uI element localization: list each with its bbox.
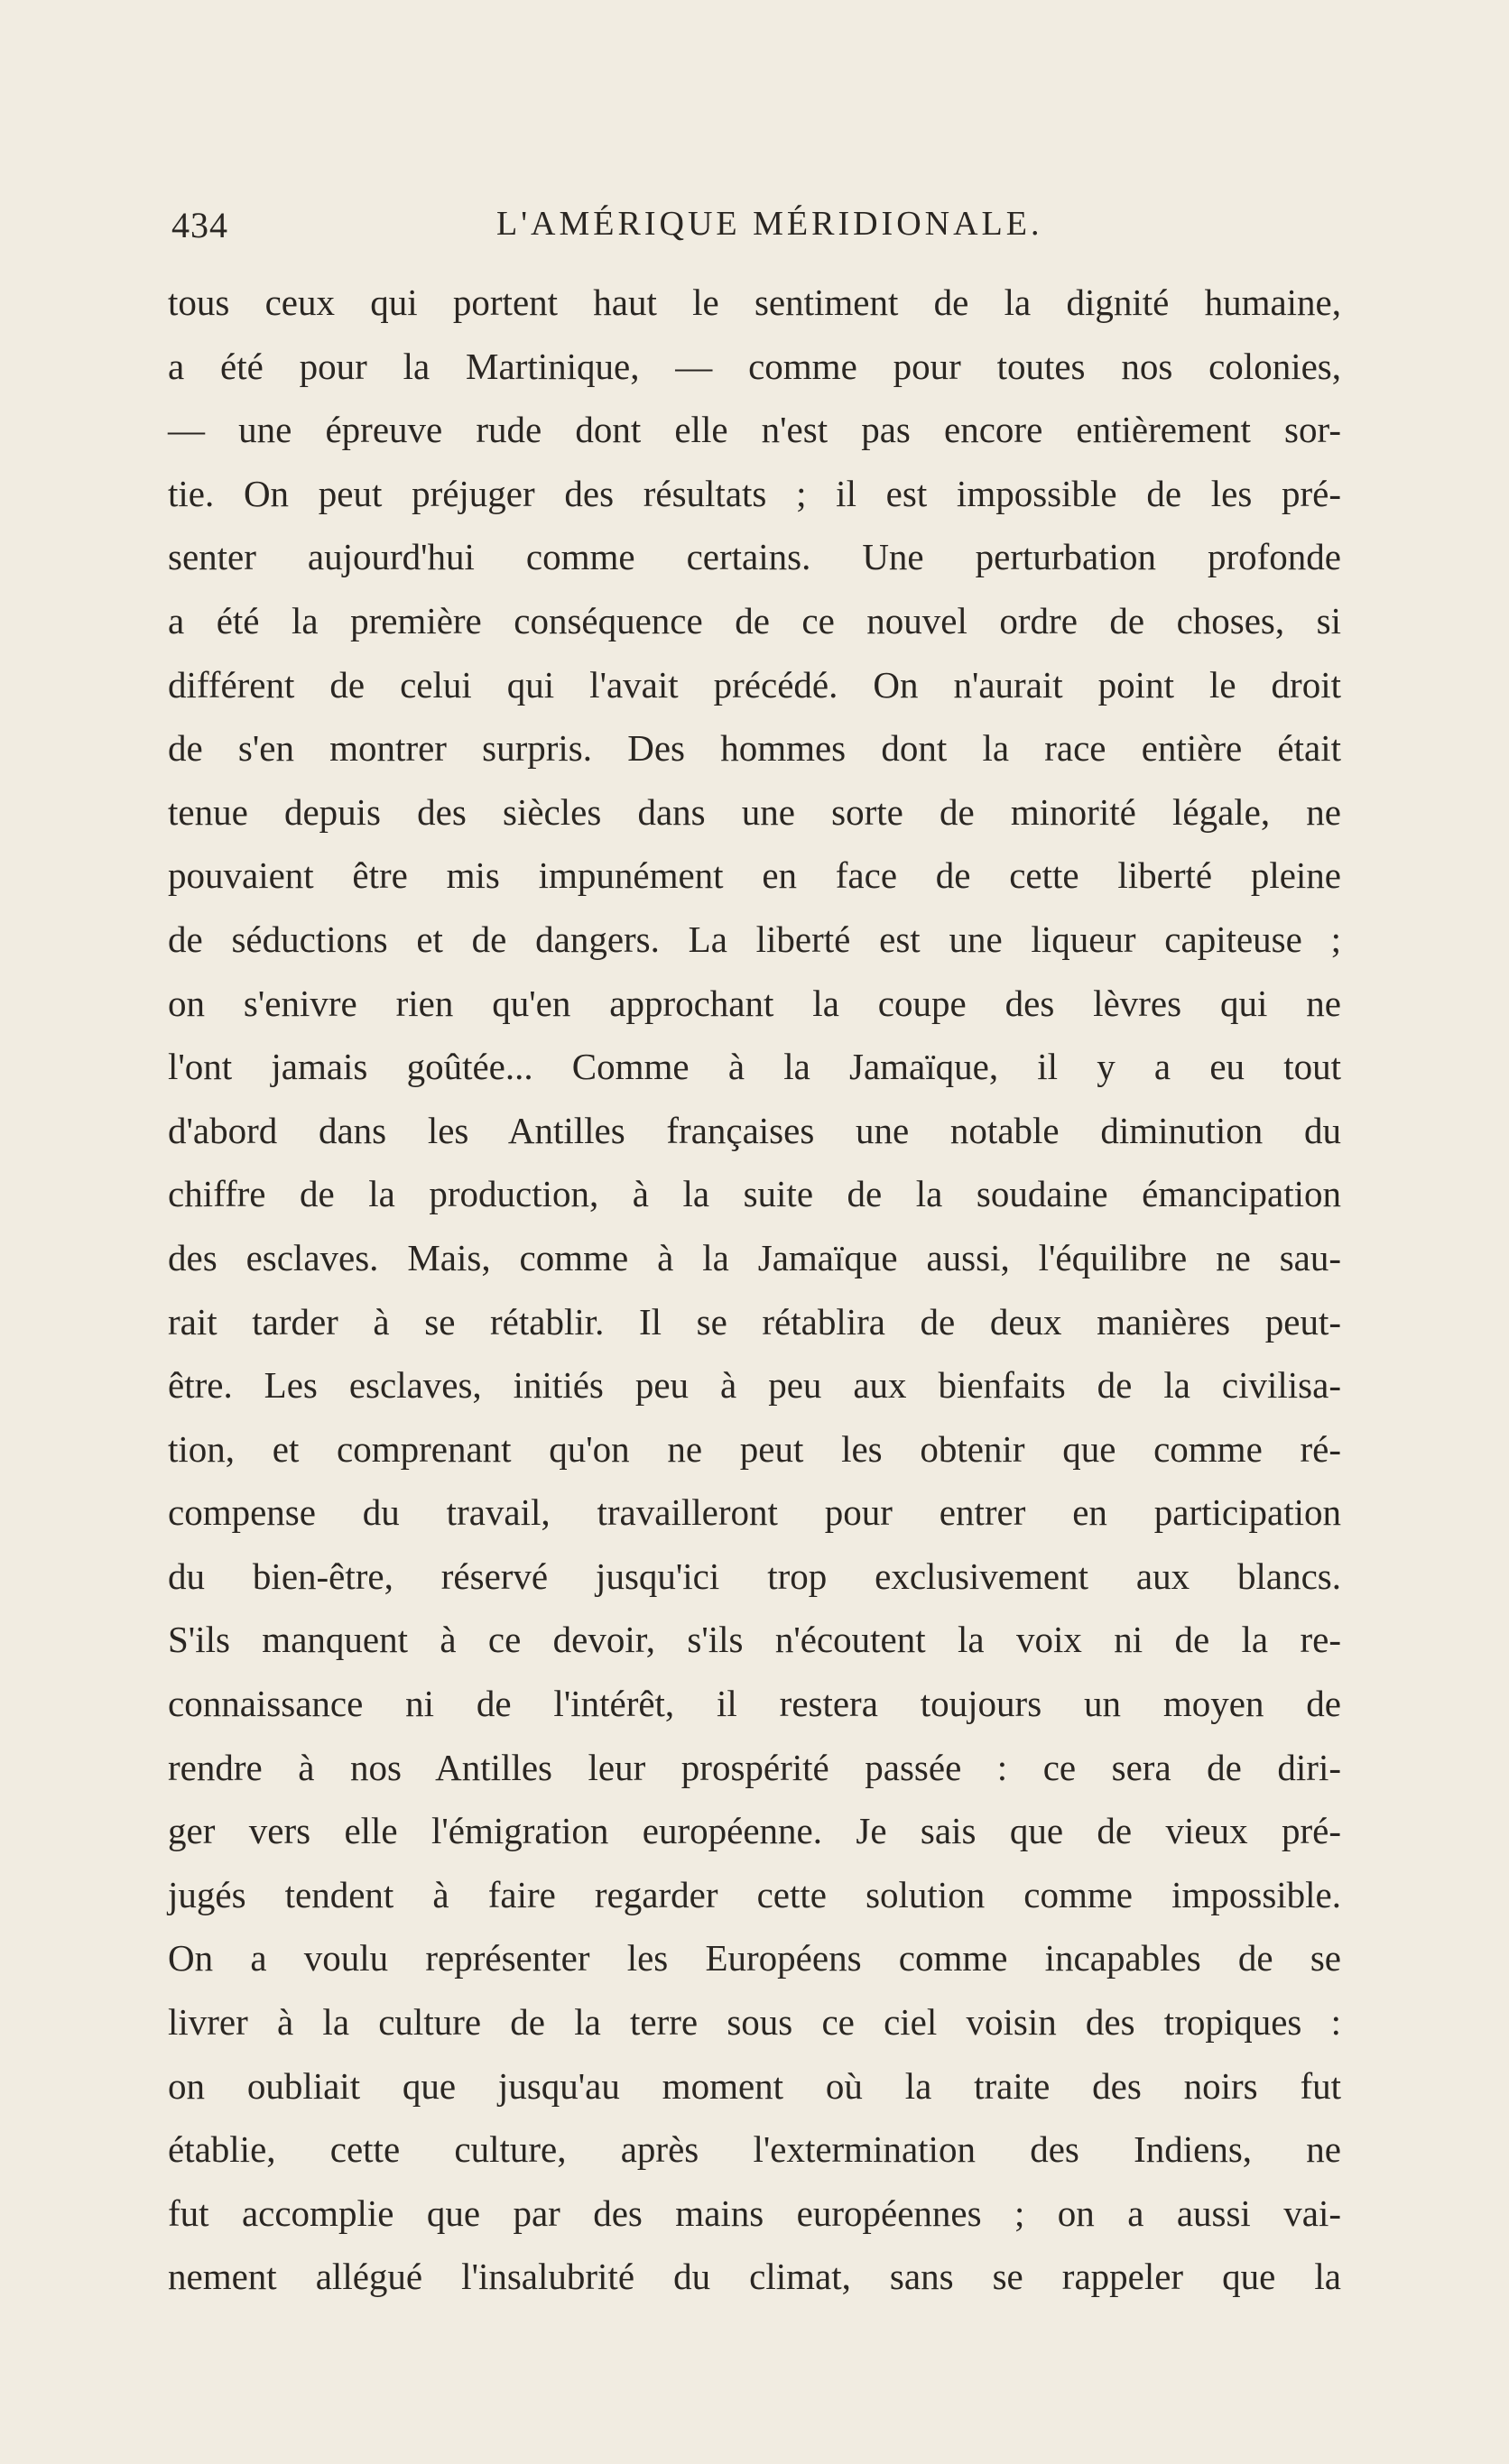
text-line: de séductions et de dangers. La liberté est une liqueur capiteuse ; xyxy=(168,918,1341,960)
text-line: du bien-être, réservé jusqu'ici trop exclusivement aux blancs. xyxy=(168,1555,1341,1597)
text-line: différent de celui qui l'avait précédé. On n'aurait point le droit xyxy=(168,663,1341,706)
text-line: a été pour la Martinique, — comme pour toutes nos colonies, xyxy=(168,345,1341,387)
text-line: On a voulu représenter les Européens comme incapables de se xyxy=(168,1937,1341,1980)
text-line: établie, cette culture, après l'extermination des Indiens, ne xyxy=(168,2128,1341,2171)
text-line: chiffre de la production, à la suite de la soudaine émancipation xyxy=(168,1173,1341,1215)
text-line: tous ceux qui portent haut le sentiment de la dignité humaine, xyxy=(168,281,1341,323)
text-line: ger vers elle l'émigration européenne. Je sais que de vieux pré- xyxy=(168,1810,1341,1852)
page-header xyxy=(171,204,1345,258)
text-line: livrer à la culture de la terre sous ce ciel voisin des tropiques : xyxy=(168,2001,1341,2044)
body-text xyxy=(168,271,1341,2309)
page-number: 434 xyxy=(171,205,228,245)
text-line: nement allégué l'insalubrité du climat, sans se rappeler que la xyxy=(168,2256,1341,2298)
text-line: a été la première conséquence de ce nouvel ordre de choses, si xyxy=(168,599,1341,641)
text-line: des esclaves. Mais, comme à la Jamaïque aussi, l'équilibre ne sau- xyxy=(168,1236,1341,1278)
text-line: — une épreuve rude dont elle n'est pas encore entièrement sor- xyxy=(168,409,1341,451)
text-line: l'ont jamais goûtée... Comme à la Jamaïque, il y a eu tout xyxy=(168,1046,1341,1088)
text-line: on s'enivre rien qu'en approchant la coupe des lèvres qui ne xyxy=(168,982,1341,1024)
text-line: jugés tendent à faire regarder cette solution comme impossible. xyxy=(168,1873,1341,1915)
text-line: senter aujourd'hui comme certains. Une perturbation profonde xyxy=(168,536,1341,578)
text-line: d'abord dans les Antilles françaises une notable diminution du xyxy=(168,1109,1341,1151)
text-line: S'ils manquent à ce devoir, s'ils n'écoutent la voix ni de la re- xyxy=(168,1619,1341,1661)
text-line: de s'en montrer surpris. Des hommes dont la race entière était xyxy=(168,727,1341,770)
text-line: tenue depuis des siècles dans une sorte de minorité légale, ne xyxy=(168,790,1341,833)
text-line: compense du travail, travailleront pour entrer en participation xyxy=(168,1491,1341,1534)
running-title: L'AMÉRIQUE MÉRIDIONALE. xyxy=(496,205,1043,243)
text-line: pouvaient être mis impunément en face de cette liberté pleine xyxy=(168,854,1341,897)
text-line: rendre à nos Antilles leur prospérité passée : ce sera de diri- xyxy=(168,1746,1341,1788)
text-line: connaissance ni de l'intérêt, il restera toujours un moyen de xyxy=(168,1683,1341,1725)
text-line: tie. On peut préjuger des résultats ; il est impossible de les pré- xyxy=(168,472,1341,514)
text-line: on oubliait que jusqu'au moment où la traite des noirs fut xyxy=(168,2064,1341,2107)
text-line: être. Les esclaves, initiés peu à peu aux bienfaits de la civilisa- xyxy=(168,1364,1341,1407)
text-line: tion, et comprenant qu'on ne peut les obtenir que comme ré- xyxy=(168,1427,1341,1470)
text-line: rait tarder à se rétablir. Il se rétablira de deux manières peut- xyxy=(168,1300,1341,1343)
text-line: fut accomplie que par des mains européennes ; on a aussi vai- xyxy=(168,2192,1341,2234)
